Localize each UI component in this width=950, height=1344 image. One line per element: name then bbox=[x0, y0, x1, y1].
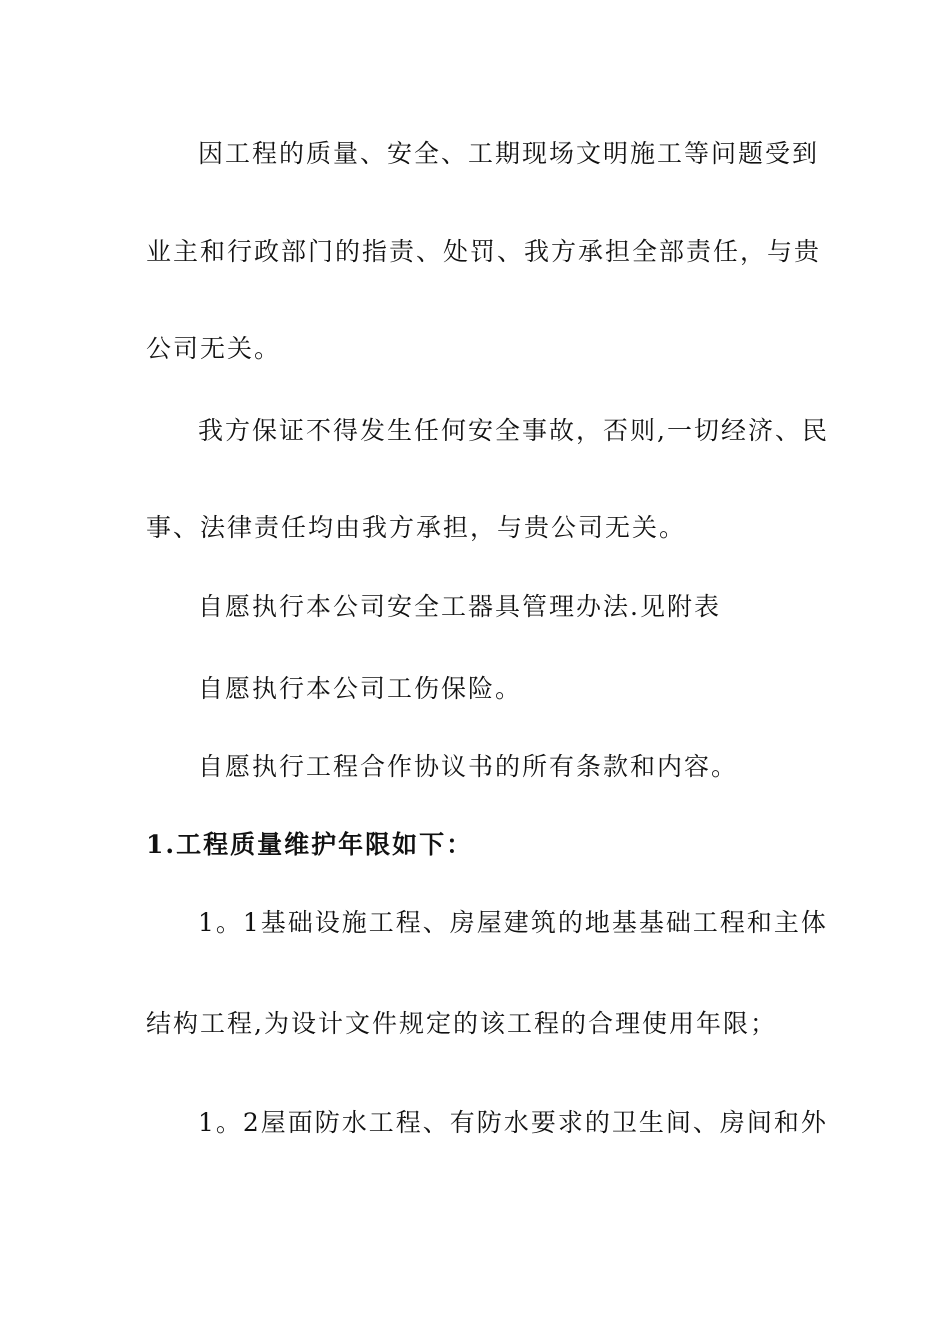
paragraph-line: 自愿执行本公司安全工器具管理办法.见附表 bbox=[198, 592, 721, 621]
paragraph-line: 结构工程,为设计文件规定的该工程的合理使用年限； bbox=[146, 1009, 777, 1038]
section-heading: 1.工程质量维护年限如下： bbox=[146, 830, 474, 859]
paragraph-line: 1。1基础设施工程、房屋建筑的地基基础工程和主体 bbox=[198, 908, 828, 937]
paragraph-line: 事、法律责任均由我方承担，与贵公司无关。 bbox=[146, 513, 687, 542]
paragraph-line: 1。2屋面防水工程、有防水要求的卫生间、房间和外 bbox=[198, 1108, 828, 1137]
paragraph-line: 公司无关。 bbox=[146, 334, 282, 363]
paragraph-line: 因工程的质量、安全、工期现场文明施工等问题受到 bbox=[198, 139, 820, 168]
paragraph-line: 我方保证不得发生任何安全事故，否则,一切经济、民 bbox=[198, 416, 829, 445]
paragraph-line: 自愿执行工程合作协议书的所有条款和内容。 bbox=[198, 752, 739, 781]
paragraph-line: 业主和行政部门的指责、处罚、我方承担全部责任，与贵 bbox=[146, 237, 822, 266]
paragraph-line: 自愿执行本公司工伤保险。 bbox=[198, 674, 523, 703]
